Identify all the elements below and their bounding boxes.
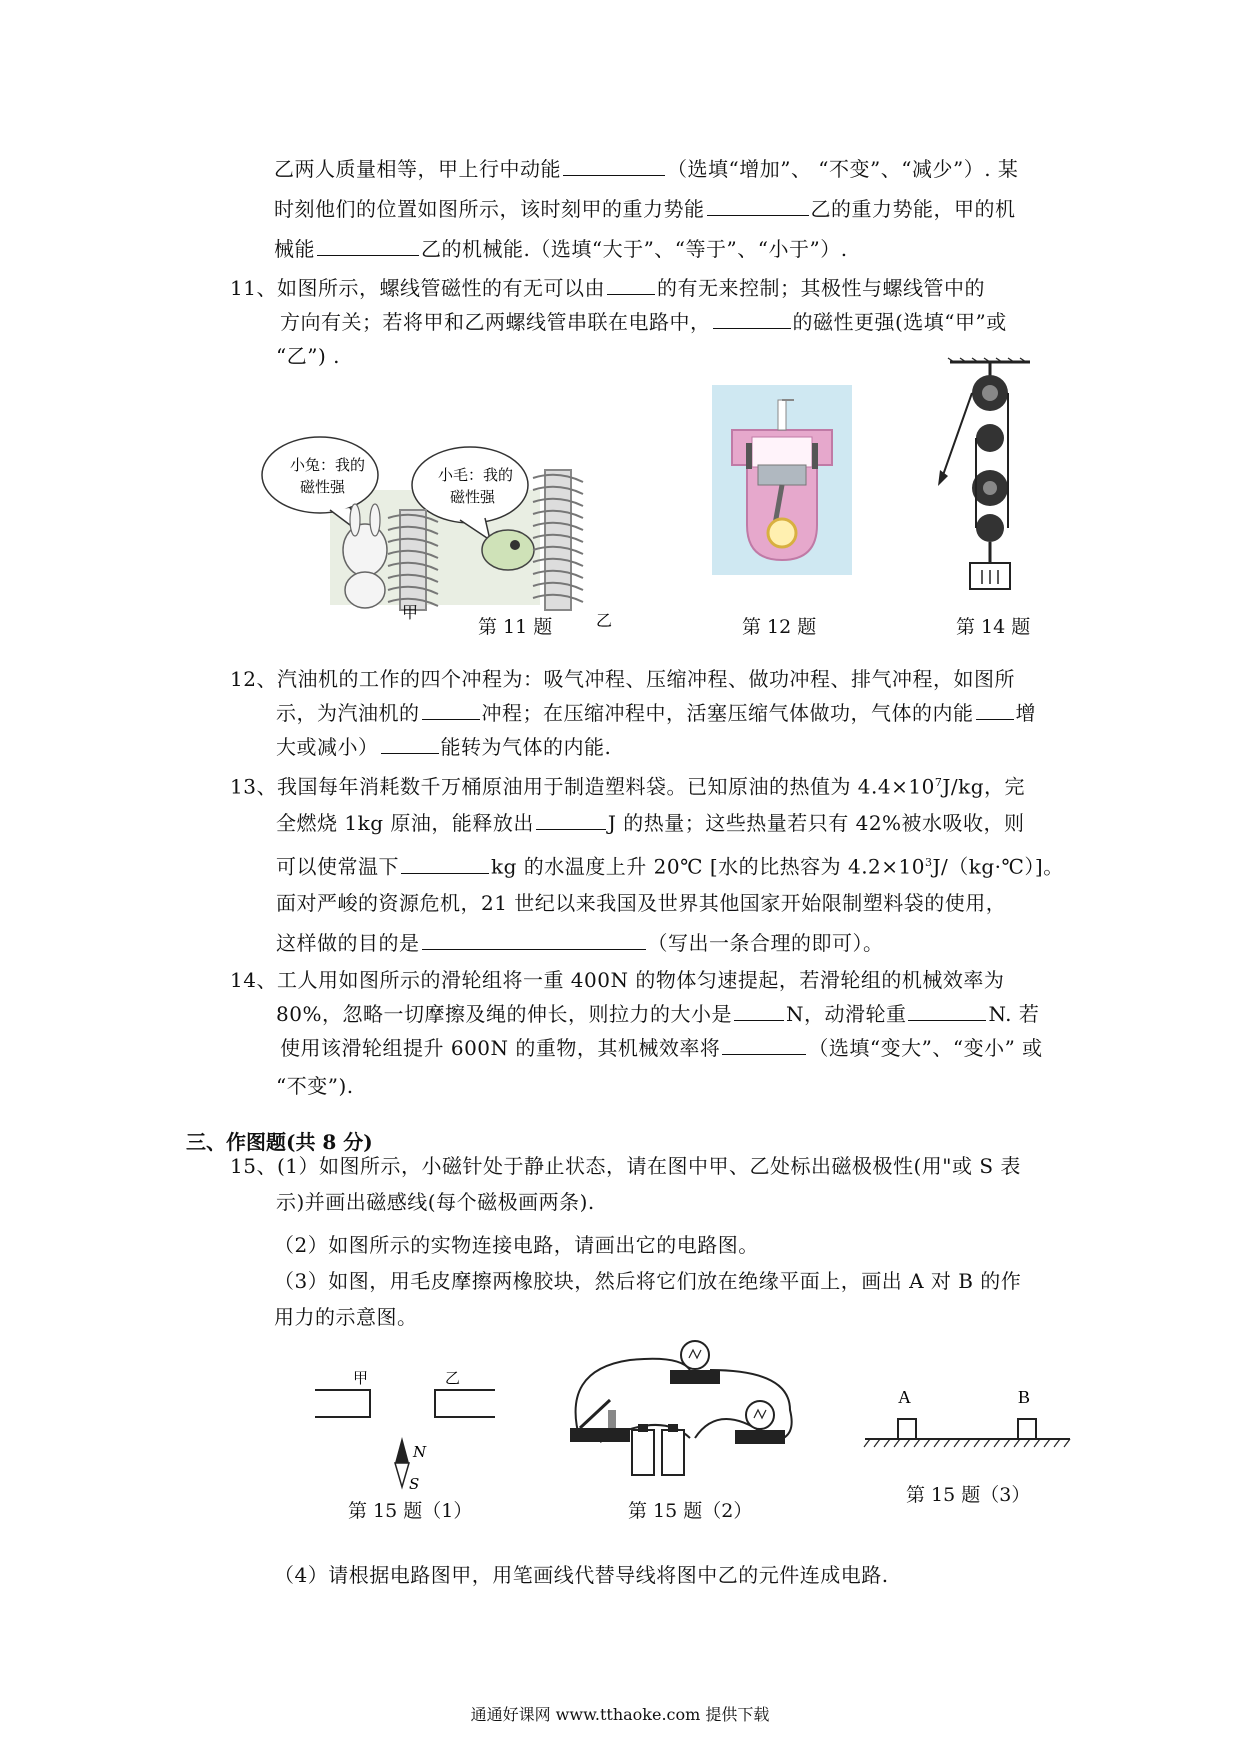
answer-blank[interactable] xyxy=(713,310,791,329)
figure-15-1-magnets xyxy=(305,1365,505,1493)
q12-text: 能转为气体的内能. xyxy=(440,735,612,759)
bubble-left-line1: 小兔：我的 xyxy=(290,456,366,474)
q14-line4 xyxy=(276,1073,354,1099)
q13-line1 xyxy=(230,770,1025,800)
solenoid-yi xyxy=(533,470,583,610)
q13-text: J/（kg·℃）]。 xyxy=(932,854,1064,879)
q15-p3-line2 xyxy=(274,1304,418,1330)
q11-text: “乙”) . xyxy=(276,344,340,368)
label-jia: 甲 xyxy=(353,1369,369,1387)
label-s: S xyxy=(409,1475,420,1493)
q10-text: 乙两人质量相等，甲上行中动能 xyxy=(274,157,561,181)
q10-text: 乙的重力势能，甲的机 xyxy=(810,197,1016,221)
answer-blank[interactable] xyxy=(422,701,480,720)
caption-fig11: 第 11 题 xyxy=(478,616,553,638)
q13-text: J/kg，完 xyxy=(942,774,1026,799)
answer-blank[interactable] xyxy=(976,701,1014,720)
q15-p4 xyxy=(274,1562,889,1588)
q10-line1 xyxy=(274,156,1018,182)
q15-p3-line1 xyxy=(274,1268,1021,1294)
bubble-left-line2: 磁性强 xyxy=(300,478,346,496)
label-jia: 甲 xyxy=(402,603,419,622)
q14-line2 xyxy=(276,1001,1039,1027)
q14-line3 xyxy=(280,1035,1043,1061)
answer-blank[interactable] xyxy=(722,1036,806,1055)
q14-text: N，动滑轮重 xyxy=(785,1002,907,1026)
label-yi: 乙 xyxy=(445,1369,461,1387)
caption-fig12: 第 12 题 xyxy=(742,616,817,638)
q11-line2 xyxy=(280,309,1007,335)
figure-15-2-circuit xyxy=(560,1330,800,1480)
q13-line4 xyxy=(276,890,1006,916)
q12-text: 冲程；在压缩冲程中，活塞压缩气体做功，气体的内能 xyxy=(481,701,974,725)
q15-text: 15、(1）如图所示，小磁针处于静止状态，请在图中甲、乙处标出磁极极性(用"或 S 表 xyxy=(230,1154,1021,1178)
bubble-right-line1: 小毛：我的 xyxy=(438,466,514,484)
q13-text: 可以使常温下 xyxy=(276,854,399,879)
label-a: A xyxy=(898,1387,911,1407)
caption-fig15-3: 第 15 题（3） xyxy=(906,1484,1031,1506)
bubble-right-line2: 磁性强 xyxy=(450,488,496,506)
q11-text: 方向有关；若将甲和乙两螺线管串联在电路中， xyxy=(280,310,711,334)
figure-12-engine xyxy=(712,385,852,575)
q13-text: 13、我国每年消耗数千万桶原油用于制造塑料袋。已知原油的热值为 4.4×10 xyxy=(230,774,935,799)
q12-text: 示，为汽油机的 xyxy=(276,701,420,725)
q15-p1-line2 xyxy=(276,1189,595,1215)
q15-p2 xyxy=(274,1232,759,1258)
q12-line3 xyxy=(276,734,611,760)
q13-text: （写出一条合理的即可）。 xyxy=(647,931,884,955)
q12-text: 12、汽油机的工作的四个冲程为：吸气冲程、压缩冲程、做功冲程、排气冲程，如图所 xyxy=(230,667,1015,691)
q13-text: kg 的水温度上升 20℃ [水的比热容为 4.2×10 xyxy=(491,854,925,879)
q11-line1 xyxy=(230,275,985,301)
caption-fig15-1: 第 15 题（1） xyxy=(348,1500,473,1522)
figure-14-pulley xyxy=(930,358,1040,598)
q13-text: 这样做的目的是 xyxy=(276,931,420,955)
q10-line3 xyxy=(274,236,848,262)
q13-text: 全燃烧 1kg 原油，能释放出 xyxy=(276,811,534,835)
answer-blank[interactable] xyxy=(707,197,809,216)
q14-text: “不变”). xyxy=(276,1074,354,1098)
answer-blank[interactable] xyxy=(381,735,439,754)
q14-text: （选填“变大”、“变小” 或 xyxy=(808,1036,1043,1060)
page-footer: 通通好课网 www.tthaoke.com 提供下载 xyxy=(470,1705,770,1724)
answer-blank[interactable] xyxy=(536,811,606,830)
answer-blank[interactable] xyxy=(734,1002,784,1021)
q15-text: 用力的示意图。 xyxy=(274,1305,418,1329)
q11-text: 的有无来控制；其极性与螺线管中的 xyxy=(656,276,985,300)
q10-text: 械能 xyxy=(274,237,315,261)
q15-text: （4）请根据电路图甲，用笔画线代替导线将图中乙的元件连成电路. xyxy=(274,1563,889,1587)
q15-text: （2）如图所示的实物连接电路，请画出它的电路图。 xyxy=(274,1233,759,1257)
answer-blank[interactable] xyxy=(607,276,655,295)
answer-blank[interactable] xyxy=(317,237,419,256)
q11-text: 11、如图所示，螺线管磁性的有无可以由 xyxy=(230,276,605,300)
answer-blank[interactable] xyxy=(422,931,646,950)
caption-fig15-2: 第 15 题（2） xyxy=(628,1500,753,1522)
q12-text: 增 xyxy=(1015,701,1036,725)
caption-fig14: 第 14 题 xyxy=(956,616,1031,638)
q14-text: 14、工人用如图所示的滑轮组将一重 400N 的物体匀速提起，若滑轮组的机械效率为 xyxy=(230,968,1005,992)
q14-text: 使用该滑轮组提升 600N 的重物，其机械效率将 xyxy=(280,1036,721,1060)
q13-sup: 3 xyxy=(925,856,933,869)
label-b: B xyxy=(1018,1387,1031,1407)
q11-line3 xyxy=(276,343,340,369)
answer-blank[interactable] xyxy=(563,157,665,176)
q13-text: 面对严峻的资源危机，21 世纪以来我国及世界其他国家开始限制塑料袋的使用， xyxy=(276,891,1007,915)
q13-line2 xyxy=(276,810,1025,836)
q15-text: （3）如图，用毛皮摩擦两橡胶块，然后将它们放在绝缘平面上，画出 A 对 B 的作 xyxy=(274,1269,1022,1293)
q15-p1-line1 xyxy=(230,1153,1021,1179)
label-n: N xyxy=(413,1443,427,1461)
q15-text: 示)并画出磁感线(每个磁极画两条). xyxy=(276,1190,595,1214)
section-title: 三、作图题(共 8 分) xyxy=(186,1130,373,1154)
q13-text: J 的热量；这些热量若只有 42%被水吸收，则 xyxy=(607,811,1025,835)
answer-blank[interactable] xyxy=(401,855,489,874)
q12-line2 xyxy=(276,700,1036,726)
q13-line3 xyxy=(276,850,1064,880)
q12-line1 xyxy=(230,666,1015,692)
answer-blank[interactable] xyxy=(908,1002,986,1021)
q14-text: N. 若 xyxy=(988,1002,1040,1026)
figure-11 xyxy=(260,430,613,630)
q14-line1 xyxy=(230,967,1004,993)
q14-text: 80%，忽略一切摩擦及绳的伸长，则拉力的大小是 xyxy=(276,1002,732,1026)
q10-text: （选填“增加”、 “不变”、“减少”）. 某 xyxy=(667,157,1019,181)
q10-text: 时刻他们的位置如图所示，该时刻甲的重力势能 xyxy=(274,197,705,221)
label-yi: 乙 xyxy=(596,611,613,630)
q13-sup: 7 xyxy=(934,776,943,789)
q10-line2 xyxy=(274,196,1016,222)
q13-line5 xyxy=(276,930,884,956)
q12-text: 大或减小） xyxy=(276,735,379,759)
q10-text: 乙的机械能.（选填“大于”、“等于”、“小于”）. xyxy=(421,237,848,261)
figure-15-3-blocks xyxy=(860,1385,1075,1460)
q11-text: 的磁性更强(选填“甲”或 xyxy=(792,310,1007,334)
